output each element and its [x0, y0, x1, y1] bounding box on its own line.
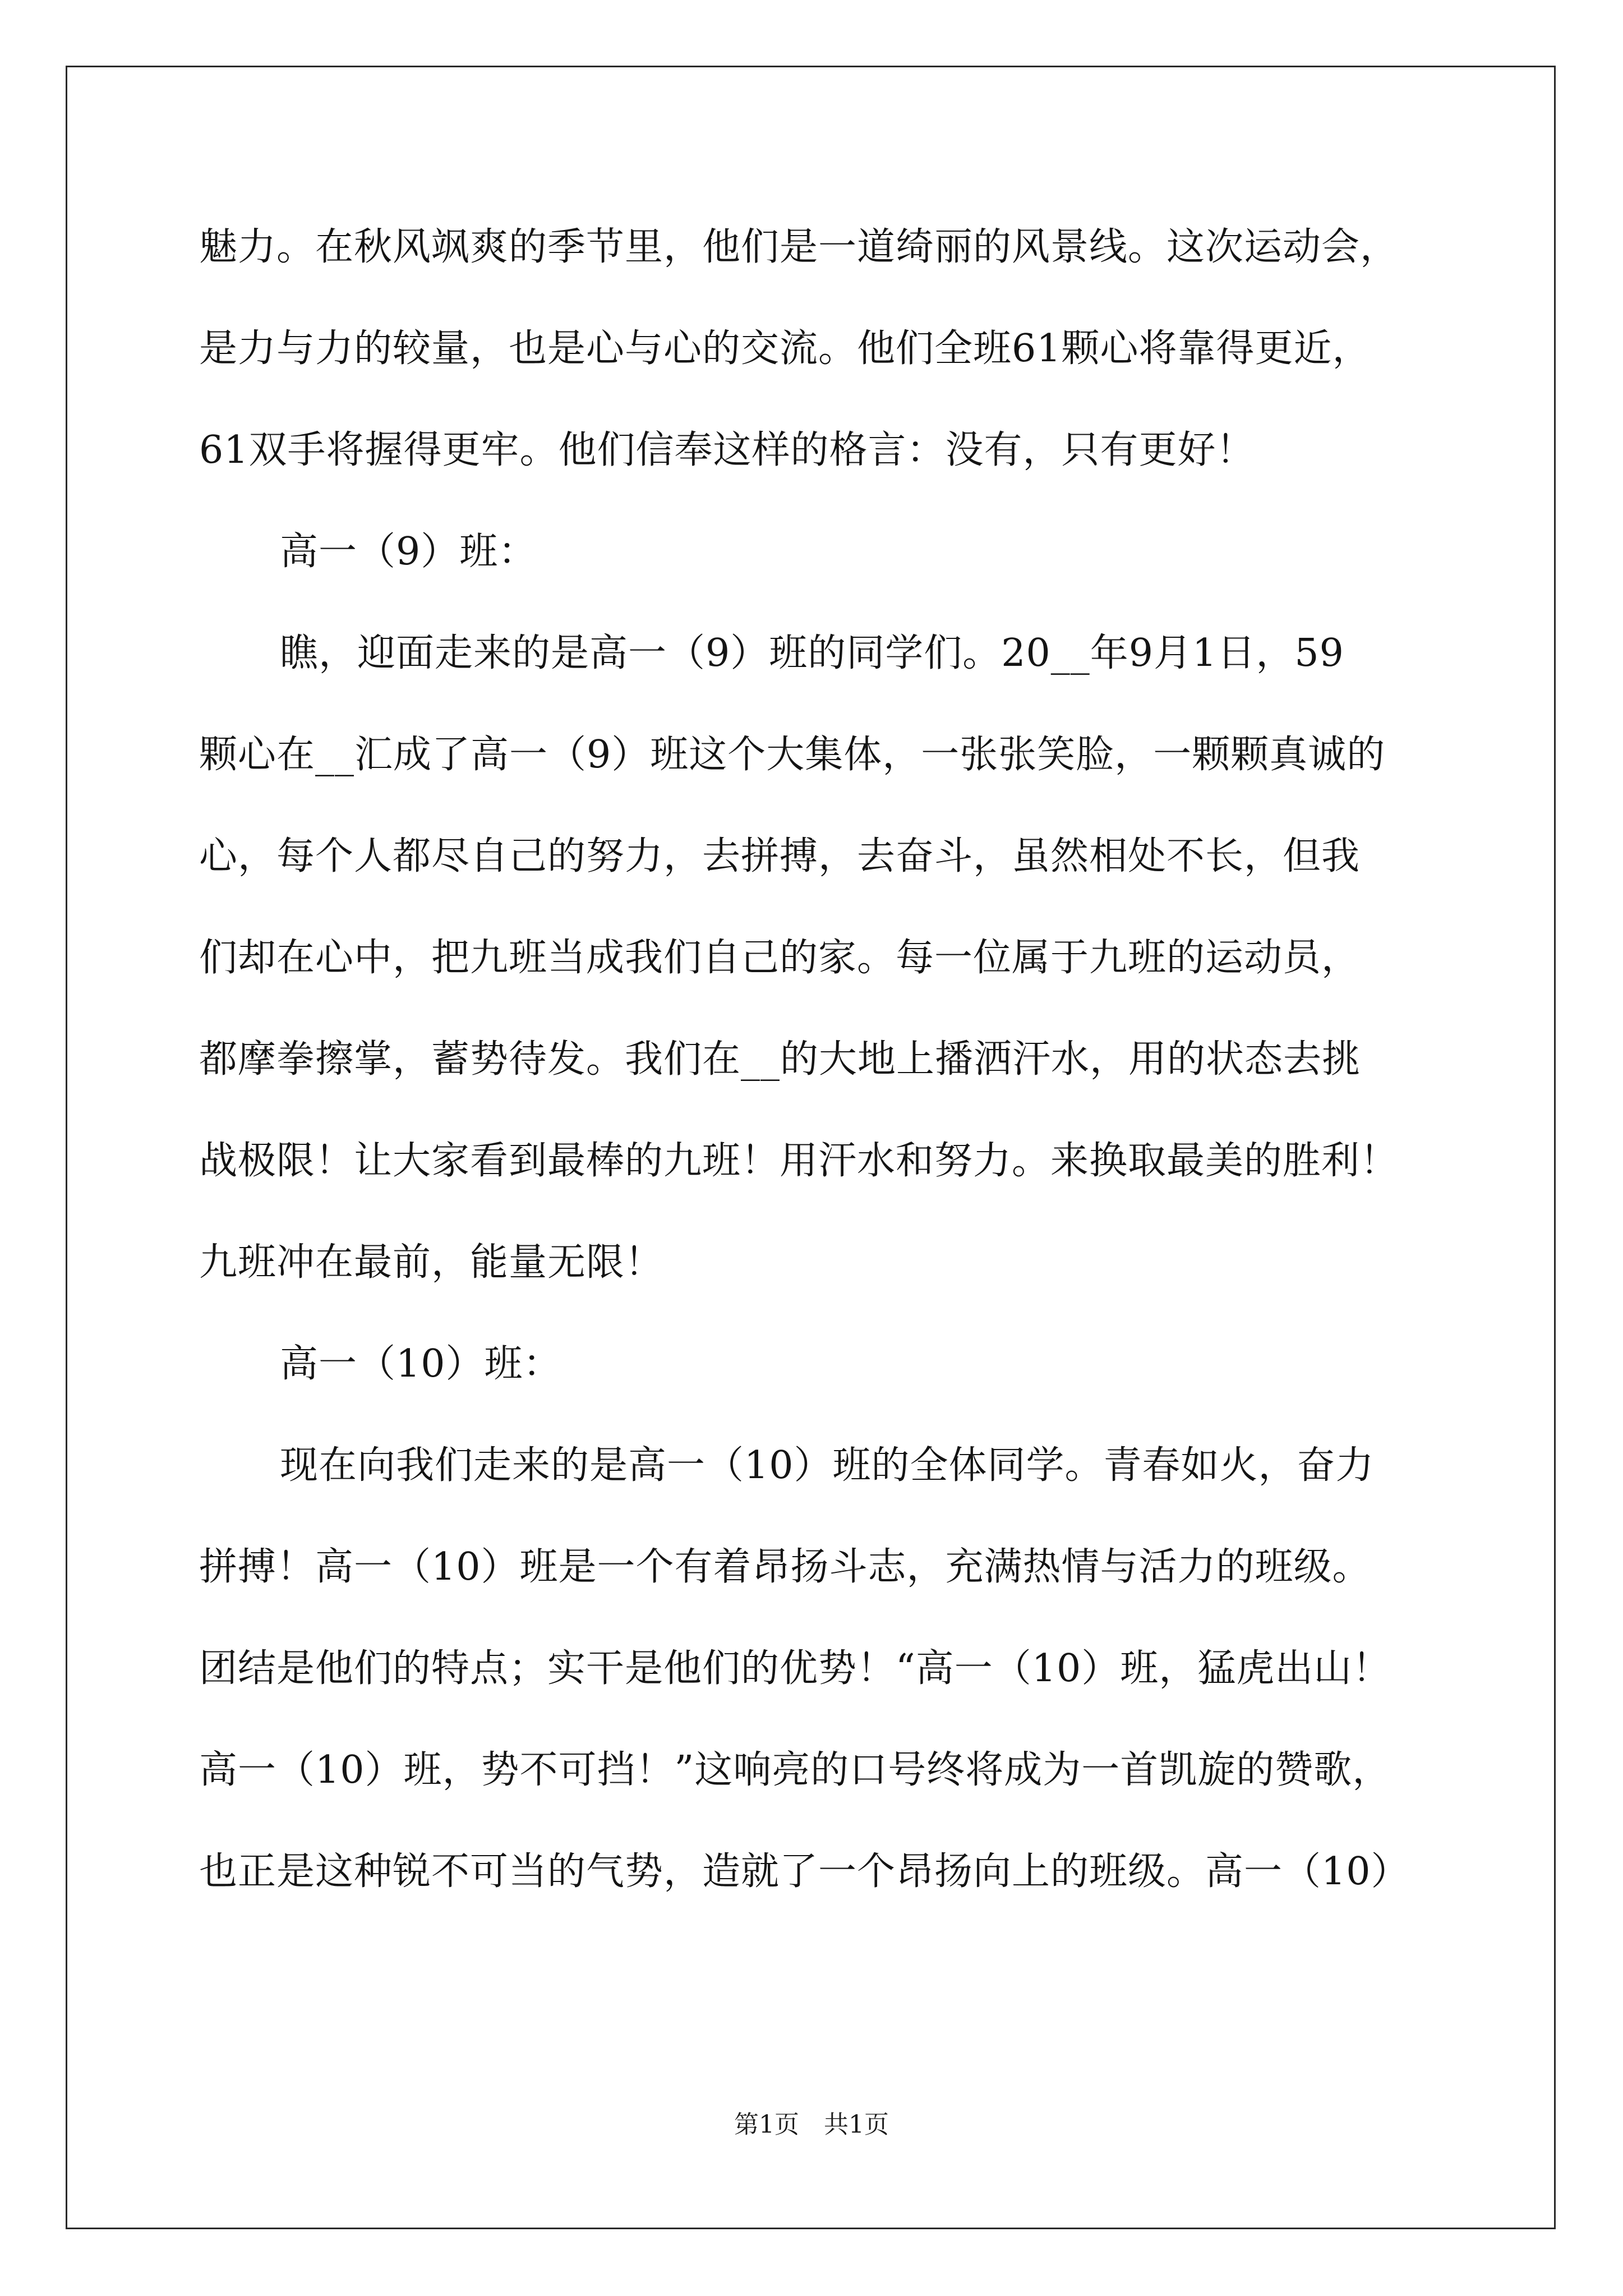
section-heading-class-10: 高一（10）班： [280, 1342, 562, 1386]
page-number-current: 第1页 [734, 2110, 799, 2139]
page-number-total: 共1页 [824, 2110, 889, 2139]
text-line-16: 高一（10）班，势不可挡！”这响亮的口号终将成为一首凯旋的赞歌， [199, 1748, 1391, 1792]
page-footer [0, 2109, 1623, 2141]
text-line-3: 61双手将握得更牢。他们信奉这样的格言：没有，只有更好！ [199, 428, 1255, 472]
text-line-9: 都摩拳擦掌，蓄势待发。我们在__的大地上播洒汗水，用的状态去挑 [199, 1037, 1361, 1082]
text-line-1: 魅力。在秋风飒爽的季节里，他们是一道绮丽的风景线。这次运动会， [199, 225, 1399, 269]
text-line-10: 战极限！让大家看到最棒的九班！用汗水和努力。来换取最美的胜利！ [199, 1139, 1399, 1183]
text-line-7: 心，每个人都尽自己的努力，去拼搏，去奋斗，虽然相处不长，但我 [199, 834, 1361, 878]
text-line-14: 拼搏！高一（10）班是一个有着昂扬斗志，充满热情与活力的班级。 [199, 1545, 1371, 1589]
text-line-17: 也正是这种锐不可当的气势，造就了一个昂扬向上的班级。高一（10） [199, 1849, 1410, 1894]
text-line-6: 颗心在__汇成了高一（9）班这个大集体，一张张笑脸，一颗颗真诚的 [199, 733, 1386, 777]
text-line-8: 们却在心中，把九班当成我们自己的家。每一位属于九班的运动员， [199, 936, 1361, 980]
text-line-11: 九班冲在最前，能量无限！ [199, 1240, 664, 1285]
text-line-15: 团结是他们的特点；实干是他们的优势！“高一（10）班，猛虎出山！ [199, 1646, 1391, 1691]
text-line-2: 是力与力的较量，也是心与心的交流。他们全班61颗心将靠得更近， [199, 326, 1371, 371]
text-line-13: 现在向我们走来的是高一（10）班的全体同学。青春如火，奋力 [280, 1443, 1375, 1488]
text-line-5: 瞧，迎面走来的是高一（9）班的同学们。20__年9月1日，59 [280, 631, 1344, 675]
section-heading-class-9: 高一（9）班： [280, 530, 537, 574]
document-body [199, 222, 1433, 1948]
